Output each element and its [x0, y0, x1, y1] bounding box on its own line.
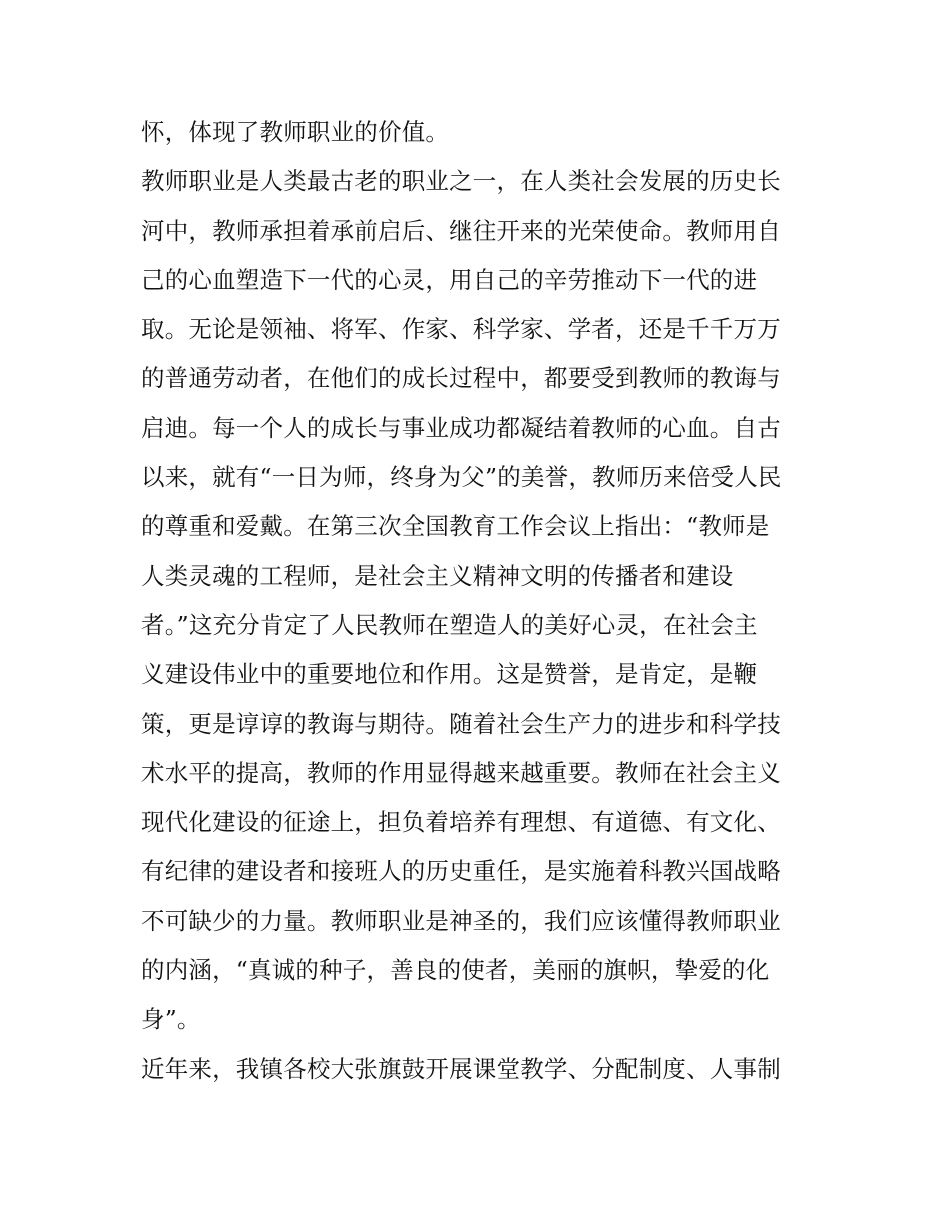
text-line: 的内涵，“真诚的种子，善良的使者，美丽的旗帜，挚爱的化 — [141, 956, 770, 985]
text-line: 的尊重和爱戴。在第三次全国教育工作会议上指出：“教师是 — [141, 512, 770, 541]
text-line: 的普通劳动者，在他们的成长过程中，都要受到教师的教诲与 — [141, 364, 781, 393]
text-line: 取。无论是领袖、将军、作家、科学家、学者，还是千千万万 — [141, 315, 781, 344]
text-line: 近年来，我镇各校大张旗鼓开展课堂教学、分配制度、人事制 — [141, 1054, 781, 1083]
text-line: 术水平的提高，教师的作用显得越来越重要。教师在社会主义 — [141, 758, 781, 787]
text-line: 义建设伟业中的重要地位和作用。这是赞誉，是肯定，是鞭 — [141, 660, 758, 689]
text-line: 不可缺少的力量。教师职业是神圣的，我们应该懂得教师职业 — [141, 906, 781, 935]
text-line: 现代化建设的征途上，担负着培养有理想、有道德、有文化、 — [141, 808, 781, 837]
text-line: 教师职业是人类最古老的职业之一，在人类社会发展的历史长 — [141, 167, 781, 196]
text-line: 者。”这充分肯定了人民教师在塑造人的美好心灵，在社会主 — [141, 610, 758, 639]
text-line: 启迪。每一个人的成长与事业成功都凝结着教师的心血。自古 — [141, 413, 781, 442]
text-line: 身”。 — [141, 1005, 201, 1034]
text-line: 己的心血塑造下一代的心灵，用自己的辛劳推动下一代的进 — [141, 265, 758, 294]
text-line: 河中，教师承担着承前启后、继往开来的光荣使命。教师用自 — [141, 216, 781, 245]
text-line: 怀，体现了教师职业的价值。 — [141, 118, 450, 146]
text-line: 以来，就有“一日为师，终身为父”的美誉，教师历来倍受人民 — [141, 463, 782, 492]
text-line: 有纪律的建设者和接班人的历史重任，是实施着科教兴国战略 — [141, 857, 781, 886]
body-text — [141, 108, 813, 1094]
text-line: 策，更是谆谆的教诲与期待。随着社会生产力的进步和科学技 — [141, 709, 781, 738]
text-line: 人类灵魂的工程师，是社会主义精神文明的传播者和建设 — [141, 561, 734, 590]
